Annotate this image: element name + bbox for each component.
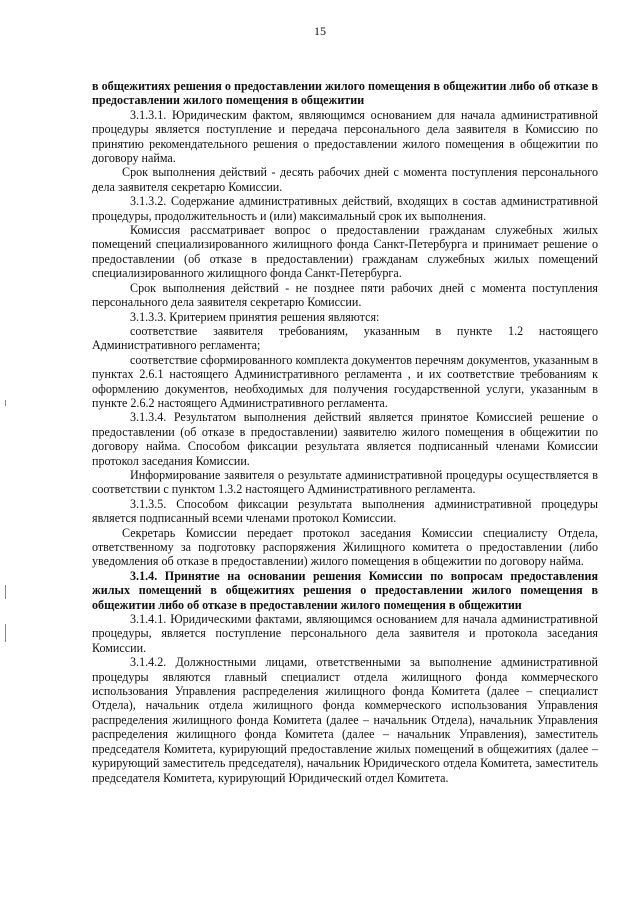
paragraph: Комиссия рассматривает вопрос о предоставлении гражданам служебных жилых помещений специализированного жилищного фонда Санкт-Петербурга и принимает решение о предоставлении (об отказе в предоставлении) гражданам служебных жилых помещений специализированного жилищного фонда Санкт-Петербурга.: [92, 223, 598, 281]
scan-margin-mark: [5, 400, 6, 406]
paragraph: 3.1.3.3. Критерием принятия решения являются:: [130, 309, 380, 324]
paragraph: 3.1.3.4. Результатом выполнения действий является принятое Комиссией решение о предоставлении (об отказе в предоставлении) заявителю жилого помещения в общежитии по договору найма. Способом фиксации результата является подписанный членами Комиссии протокол заседания Комиссии.: [92, 410, 598, 468]
section-heading: 3.1.4. Принятие на основании решения Комиссии по вопросам предоставления жилых помещений в общежитиях решения о предоставлении жилого помещения в общежитии либо об отказе в предоставлении жилого помещения в общежитии: [92, 568, 598, 612]
section-heading-continued: в общежитиях решения о предоставлении жилого помещения в общежитии либо об отказе в предоставлении жилого помещения в общежитии: [92, 79, 598, 108]
scan-margin-mark: [5, 585, 6, 599]
page-number: 15: [314, 24, 326, 38]
paragraph: 3.1.4.1. Юридическими фактами, являющимся основанием для начала административной процедуры, является поступление персонального дела заявителя и протокола заседания Комиссии.: [92, 612, 598, 655]
paragraph: Секретарь Комиссии передает протокол заседания Комиссии специалисту Отдела, ответственному за подготовку распоряжения Жилищного комитета о предоставлении (либо уведомления об отказе в предоставлении) жилого помещения в общежитии по договору найма.: [92, 525, 598, 569]
paragraph: соответствие сформированного комплекта документов перечням документов, указанным в пунктах 2.6.1 настоящего Административного регламента , и их соответствие требованиям к оформлению документов, необходимых для получения государственной услуги, указанным в пункте 2.6.2 настоящего Административного регламента.: [92, 352, 598, 410]
document-body: [92, 79, 598, 785]
paragraph: Информирование заявителя о результате административной процедуры осуществляется в соответствии с пунктом 1.3.2 настоящего Административного регламента.: [92, 467, 598, 497]
paragraph: Срок выполнения действий - не позднее пяти рабочих дней с момента поступления персонального дела заявителя секретарю Комиссии.: [92, 280, 598, 310]
paragraph: 3.1.4.2. Должностными лицами, ответственными за выполнение административной процедуры являются главный специалист отдела жилищного фонда коммерческого использования Управления распределения жилищного фонда Комитета (далее – специалист Отдела), начальник отдела жилищного фонда коммерческого использования Управления распределения жилищного фонда Комитета (далее – начальник Отдела), начальник Управления распределения жилищного фонда Комитета (далее – начальник Управления), заместитель председателя Комитета, курирующий предоставление жилых помещений в общежитиях (далее – курирующий заместитель председателя), начальник Юридического отдела Комитета, заместитель председателя Комитета, курирующий Юридический отдел Комитета.: [92, 655, 598, 785]
paragraph: Срок выполнения действий - десять рабочих дней с момента поступления персонального дела заявителя секретарю Комиссии.: [92, 165, 598, 194]
paragraph: 3.1.3.2. Содержание административных действий, входящих в состав административной процедуры, продолжительность и (или) максимальный срок их выполнения.: [92, 194, 598, 223]
scan-margin-mark: [5, 624, 6, 642]
paragraph: 3.1.3.1. Юридическим фактом, являющимся основанием для начала административной процедуры является поступление и передача персонального дела заявителя в Комиссию по принятию рекомендательного решения о предоставлении жилого помещения в общежитии по договору найма.: [92, 107, 598, 166]
paragraph: соответствие заявителя требованиям, указанным в пункте 1.2 настоящего Административного регламента;: [92, 323, 598, 353]
paragraph: 3.1.3.5. Способом фиксации результата выполнения административной процедуры является подписанный всеми членами протокол Комиссии.: [92, 496, 598, 526]
